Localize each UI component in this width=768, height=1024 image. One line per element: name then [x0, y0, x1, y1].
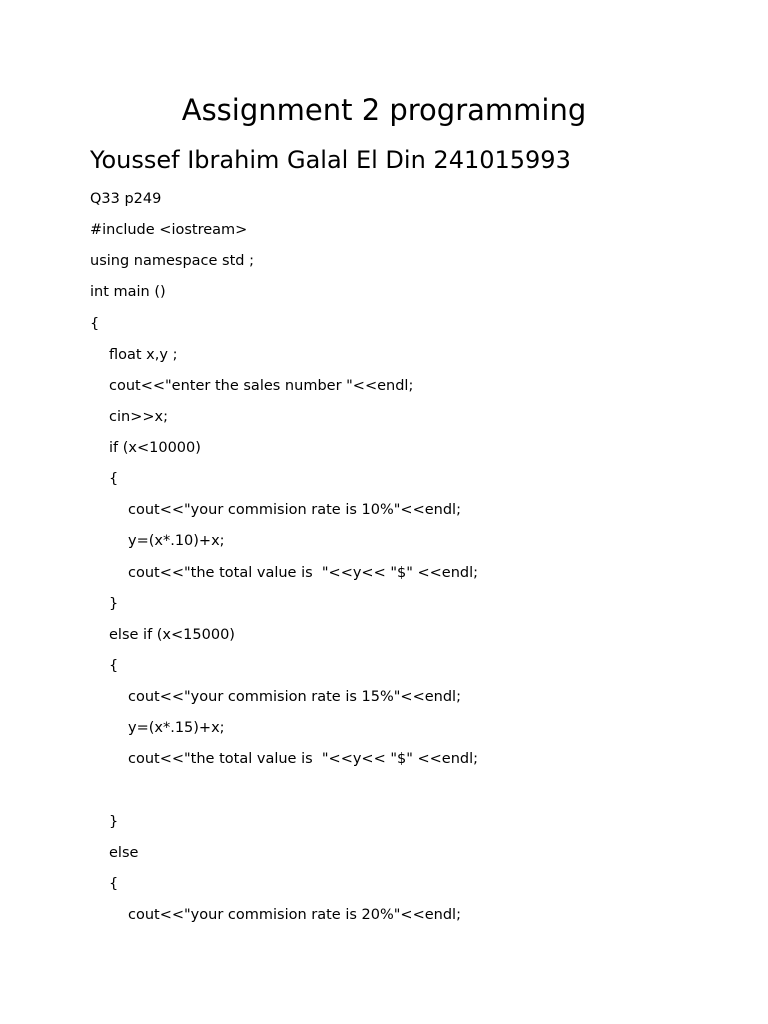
- code-line: {: [109, 471, 119, 487]
- question-label: Q33 p249: [90, 191, 162, 207]
- author-line: Youssef Ibrahim Galal El Din 241015993: [90, 146, 571, 174]
- code-line: int main (): [90, 284, 166, 300]
- code-line: }: [109, 814, 119, 830]
- code-line: cout<<"your commision rate is 20%"<<endl;: [128, 907, 461, 923]
- code-line: using namespace std ;: [90, 253, 254, 269]
- code-line: {: [90, 316, 100, 332]
- code-line: #include <iostream>: [90, 222, 248, 238]
- code-line: if (x<10000): [109, 440, 201, 456]
- document-title: Assignment 2 programming: [181, 93, 587, 127]
- code-line: y=(x*.10)+x;: [128, 533, 225, 549]
- code-line: else: [109, 845, 139, 861]
- code-line: cout<<"your commision rate is 15%"<<endl;: [128, 689, 461, 705]
- code-line: else if (x<15000): [109, 627, 235, 643]
- code-line: y=(x*.15)+x;: [128, 720, 225, 736]
- code-line: }: [109, 596, 119, 612]
- code-line: {: [109, 658, 119, 674]
- code-line: cout<<"the total value is "<<y<< "$" <<endl;: [128, 565, 479, 581]
- code-line: float x,y ;: [109, 347, 178, 363]
- code-line: cout<<"the total value is "<<y<< "$" <<endl;: [128, 751, 479, 767]
- code-line: cout<<"your commision rate is 10%"<<endl;: [128, 502, 461, 518]
- code-line: {: [109, 876, 119, 892]
- code-line: cin>>x;: [109, 409, 168, 425]
- code-line: cout<<"enter the sales number "<<endl;: [109, 378, 414, 394]
